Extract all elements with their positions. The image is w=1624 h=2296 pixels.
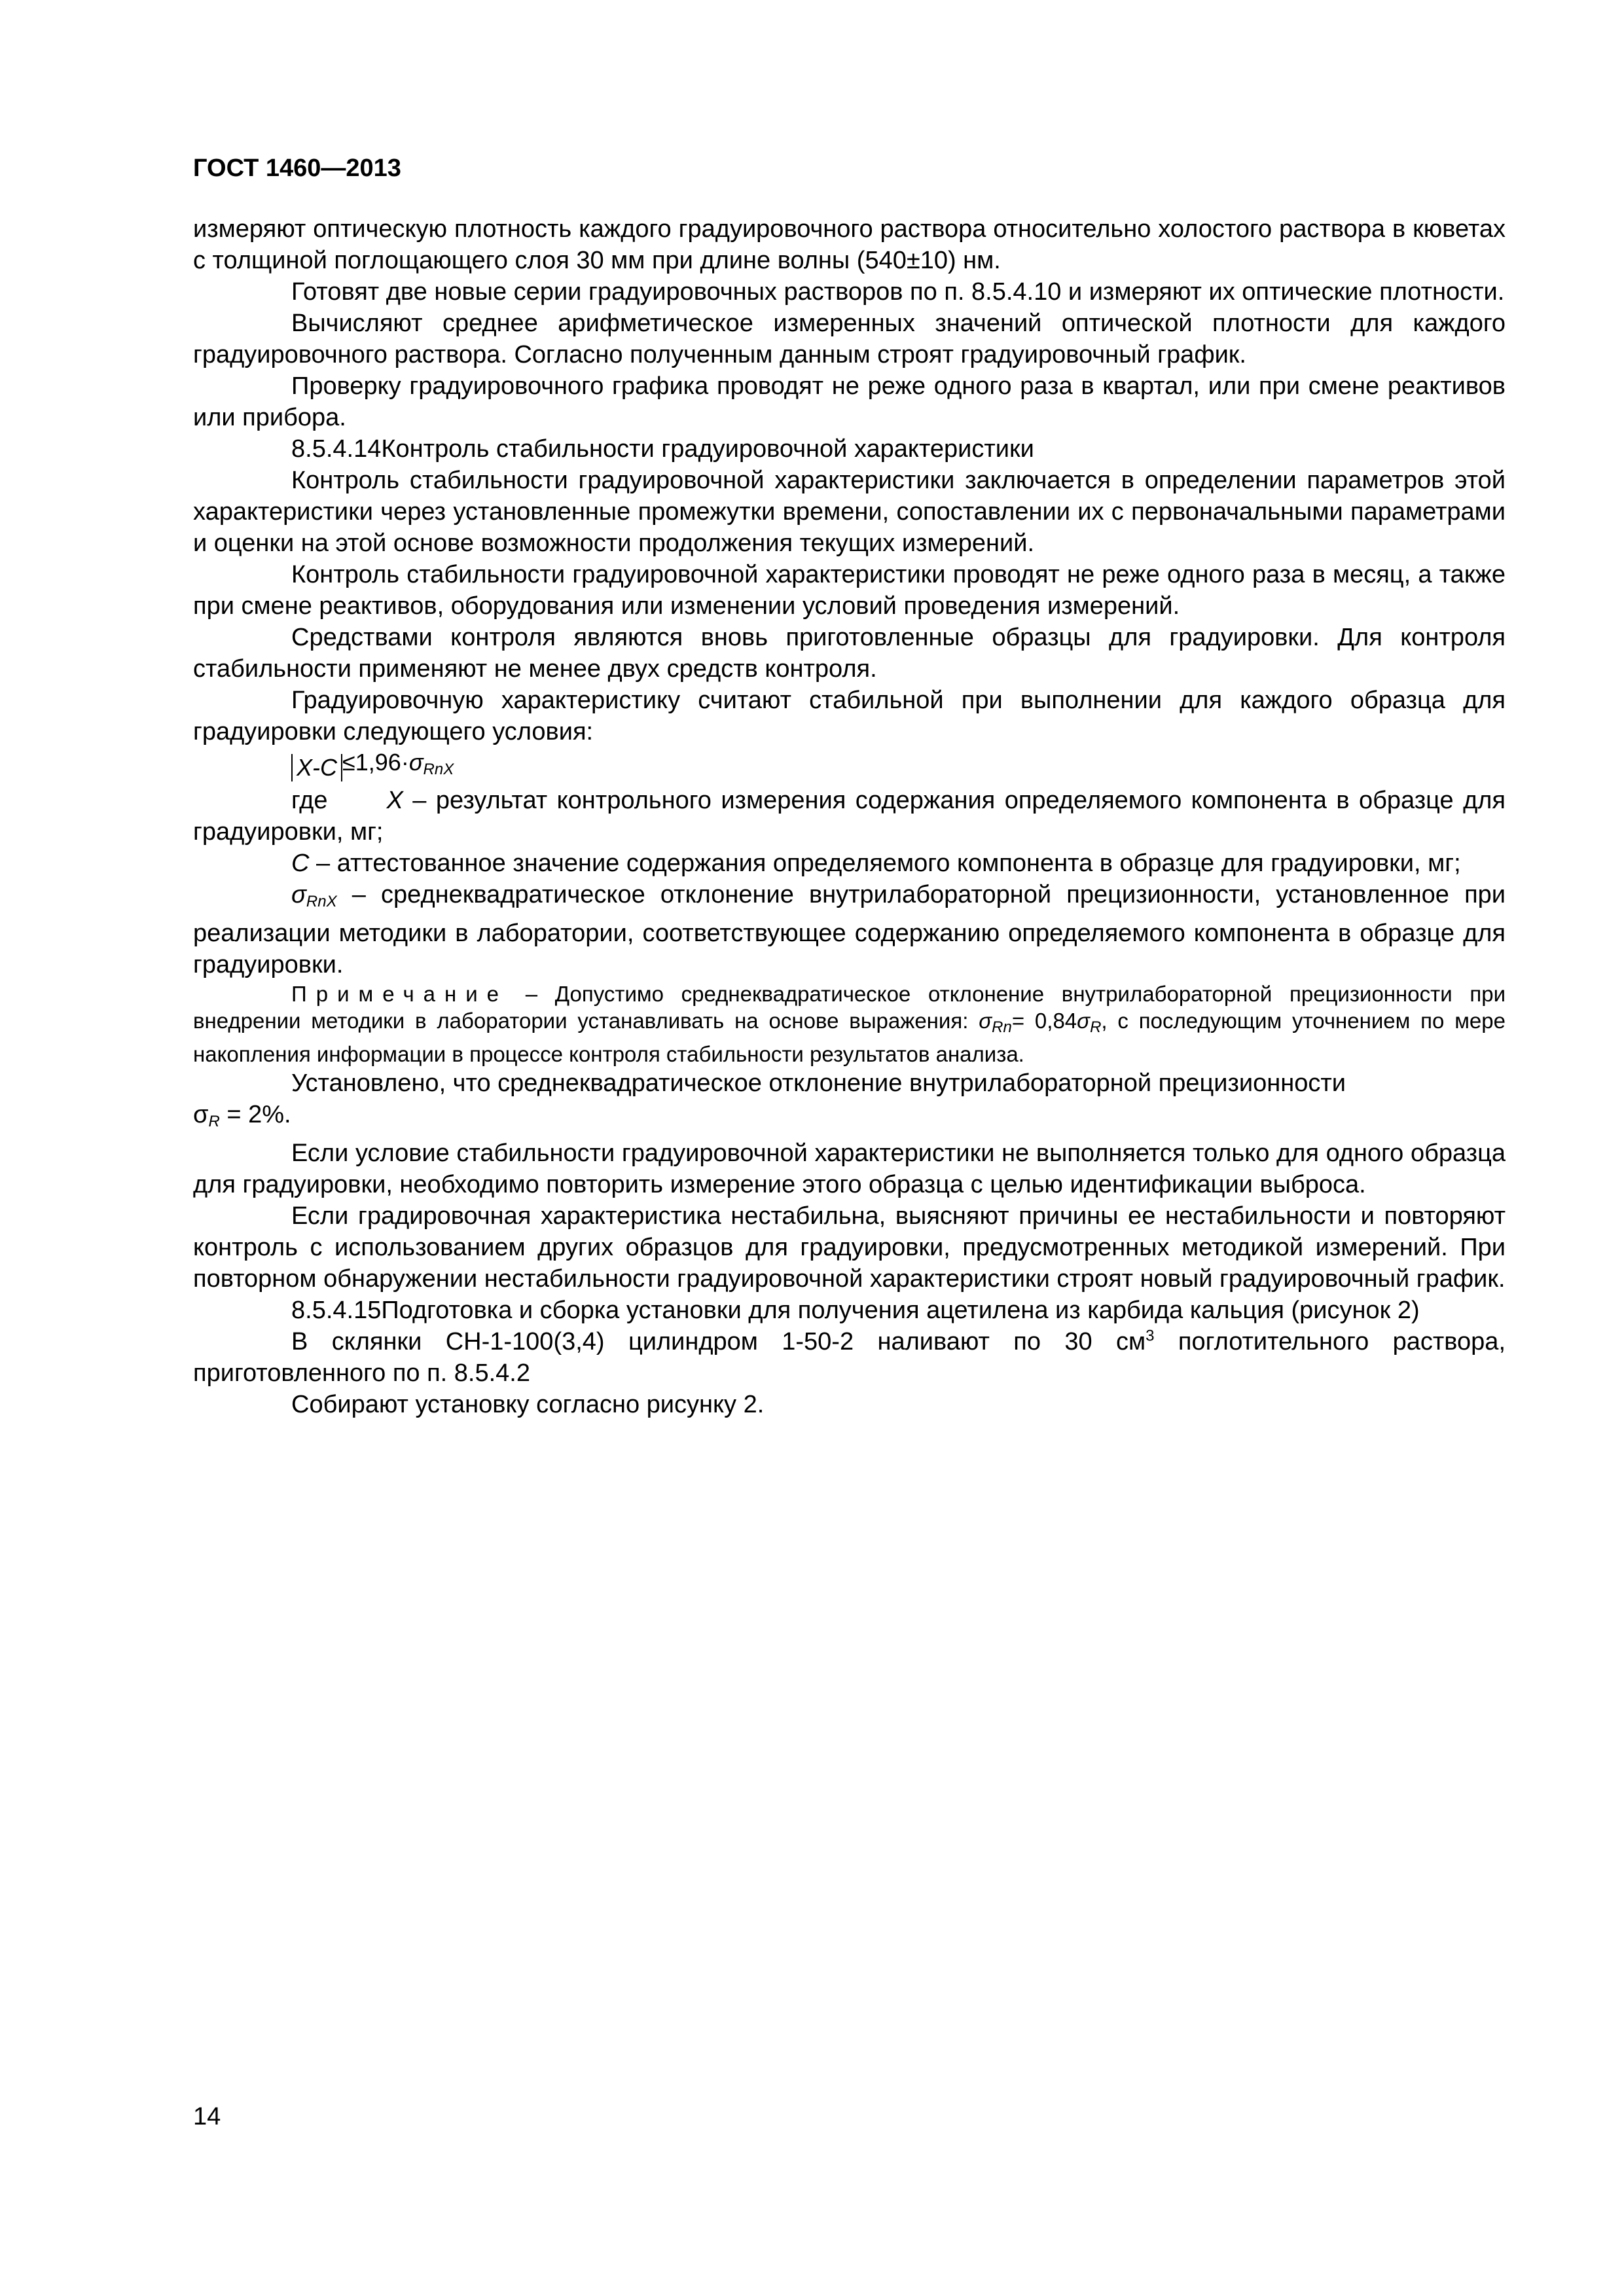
paragraph: измеряют оптическую плотность каждого градуировочного раствора относительно холостого раствора в кюветах с толщиной поглощающего слоя 30 мм при длине волны (540±10) нм.: [193, 215, 1506, 274]
paragraph-text: В склянки СН-1-100(3,4) цилиндром 1-50-2 наливают по 30 см: [291, 1328, 1146, 1355]
definition-symbol: σ: [291, 881, 306, 908]
paragraph: Проверку градуировочного графика проводят не реже одного раза в квартал, или при смене реактивов или прибора.: [193, 372, 1506, 431]
definition-text: – среднеквадратическое отклонение внутрилабораторной прецизионности, установленное при реализации методики в лаборатории, соответствующее содержанию определяемого компонента в образце для градуировки.: [193, 881, 1506, 978]
page-number: 14: [193, 2103, 221, 2130]
definition-symbol: C: [291, 850, 310, 877]
document-body: [193, 213, 1506, 1420]
sigma-sub: R: [208, 1113, 220, 1130]
sigma-symbol: σ: [193, 1101, 209, 1128]
paragraph: Установлено, что среднеквадратическое отклонение внутрилабораторной прецизионности: [291, 1069, 1346, 1097]
note: [193, 980, 1506, 1067]
paragraph: Средствами контроля являются вновь приготовленные образцы для градуировки. Для контроля стабильности применяют не менее двух средств контроля.: [193, 624, 1506, 683]
paragraph: Готовят две новые серии градуировочных растворов по п. 8.5.4.10 и измеряют их оптические плотности.: [291, 278, 1505, 306]
formula-sigma: σ: [408, 749, 424, 776]
formula-operator: ≤1,96·: [342, 749, 409, 776]
definition-text: – результат контрольного измерения содержания определяемого компонента в образце для градуировки, мг;: [193, 787, 1506, 846]
note-label: Примечание: [291, 982, 509, 1006]
definition-text: – аттестованное значение содержания определяемого компонента в образце для градуировки, мг;: [316, 850, 1461, 877]
definition-symbol: X: [386, 787, 403, 814]
note-sigma-r-sub: R: [1090, 1018, 1102, 1036]
note-sigma-rn: σ: [979, 1009, 992, 1033]
paragraph-sigma-value: [193, 1099, 1506, 1138]
paragraph: Если условие стабильности градуировочной характеристики не выполняется только для одного образца для градуировки, необходимо повторить измерение этого образца с целью идентификации выброса.: [193, 1139, 1506, 1198]
superscript: 3: [1146, 1327, 1155, 1345]
section-number: 8.5.4.15: [291, 1297, 382, 1324]
formula-sigma-sub: RnX: [423, 761, 454, 778]
sigma-value: = 2%.: [219, 1101, 291, 1128]
paragraph: Контроль стабильности градуировочной характеристики проводят не реже одного раза в месяц, а также при смене реактивов, оборудования или изменении условий проведения измерений.: [193, 561, 1506, 620]
note-equation: = 0,84: [1011, 1009, 1077, 1033]
definition-sigma: [193, 879, 1506, 980]
section-number: 8.5.4.14: [291, 435, 382, 463]
paragraph: [193, 1326, 1506, 1389]
note-text-end: , с последующим уточнением по мере накопления информации в процессе контроля стабильности результатов анализа.: [193, 1009, 1506, 1066]
definition-c: [193, 848, 1506, 879]
paragraph: Вычисляют среднее арифметическое измеренных значений оптической плотности для каждого градуировочного раствора. Согласно полученным данным строят градуировочный график.: [193, 310, 1506, 368]
where-word: где: [291, 787, 328, 814]
paragraph: Собирают установку согласно рисунку 2.: [291, 1391, 765, 1418]
section-heading-8-5-4-15: [193, 1295, 1506, 1326]
paragraph: Контроль стабильности градуировочной характеристики заключается в определении параметров этой характеристики через установленные промежутки времени, сопоставлении их с первоначальными параметрами и оценки на этой основе возможности продолжения текущих измерений.: [193, 467, 1506, 557]
section-title: Контроль стабильности градуировочной характеристики: [381, 435, 1034, 463]
stability-formula: [193, 747, 1506, 785]
paragraph-text: поглотительного раствора, приготовленного по п. 8.5.4.2: [193, 1328, 1506, 1387]
note-sigma-r: σ: [1077, 1009, 1091, 1033]
definition-symbol-sub: RnX: [306, 893, 337, 910]
paragraph: Если градировочная характеристика нестабильна, выясняют причины ее нестабильности и повторяют контроль с использованием других образцов для градуировки, предусмотренных методикой измерений. При повторном обнаружении нестабильности градуировочной характеристики строят новый градуировочный график.: [193, 1202, 1506, 1293]
section-title: Подготовка и сборка установки для получения ацетилена из карбида кальция (рисунок 2): [381, 1297, 1420, 1324]
note-text: – Допустимо среднеквадратическое отклонение внутрилабораторной прецизионности при внедрении методики в лаборатории устанавливать на основе выражения:: [193, 982, 1506, 1033]
definition-x: [193, 785, 1506, 848]
paragraph: Градуировочную характеристику считают стабильной при выполнении для каждого образца для градуировки следующего условия:: [193, 687, 1506, 745]
section-heading-8-5-4-14: [193, 433, 1506, 465]
formula-abs-term: X-C: [291, 754, 342, 781]
note-sigma-rn-sub: Rn: [992, 1018, 1012, 1036]
document-header: ГОСТ 1460—2013: [193, 154, 401, 182]
